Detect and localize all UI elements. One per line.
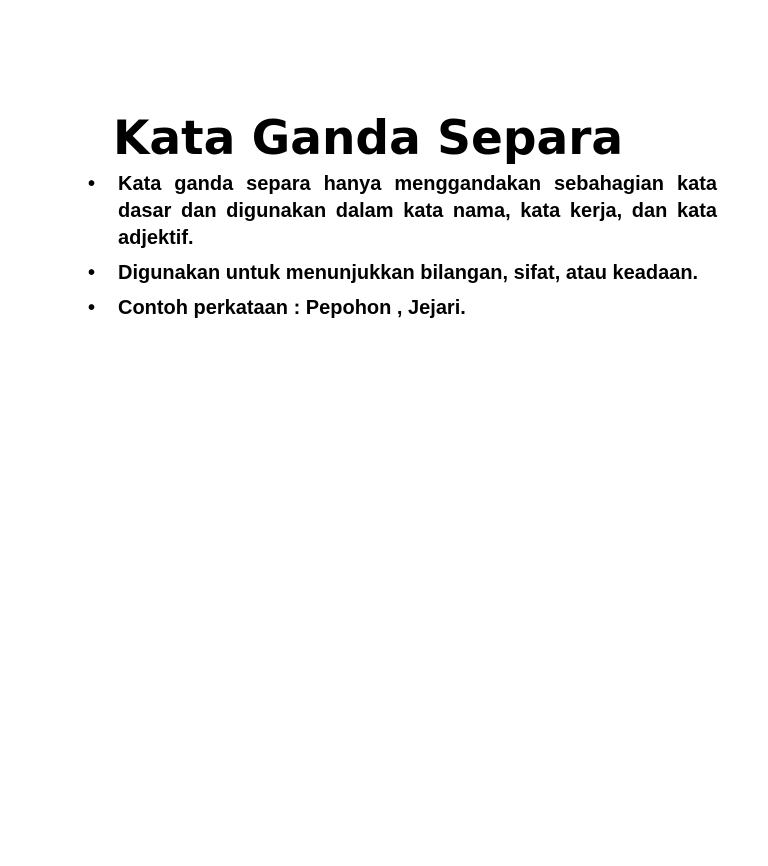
bullet-item-3: [88, 295, 717, 322]
bullet-item-2: [88, 260, 717, 287]
bullet-dot-icon: •: [88, 173, 96, 195]
bullet-text: Kata ganda separa hanya menggandakan sebahagian kata dasar dan digunakan dalam kata nama, kata kerja, dan kata adjektif.: [118, 173, 717, 249]
bullet-text: Contoh perkataan : Pepohon , Jejari.: [118, 297, 466, 319]
bullet-item-1: [88, 171, 717, 252]
bullet-dot-icon: •: [88, 262, 96, 284]
bullet-list: [88, 171, 717, 330]
slide-title: Kata Ganda Separa: [113, 111, 624, 166]
bullet-dot-icon: •: [88, 297, 96, 319]
bullet-text: Digunakan untuk menunjukkan bilangan, sifat, atau keadaan.: [118, 262, 699, 284]
